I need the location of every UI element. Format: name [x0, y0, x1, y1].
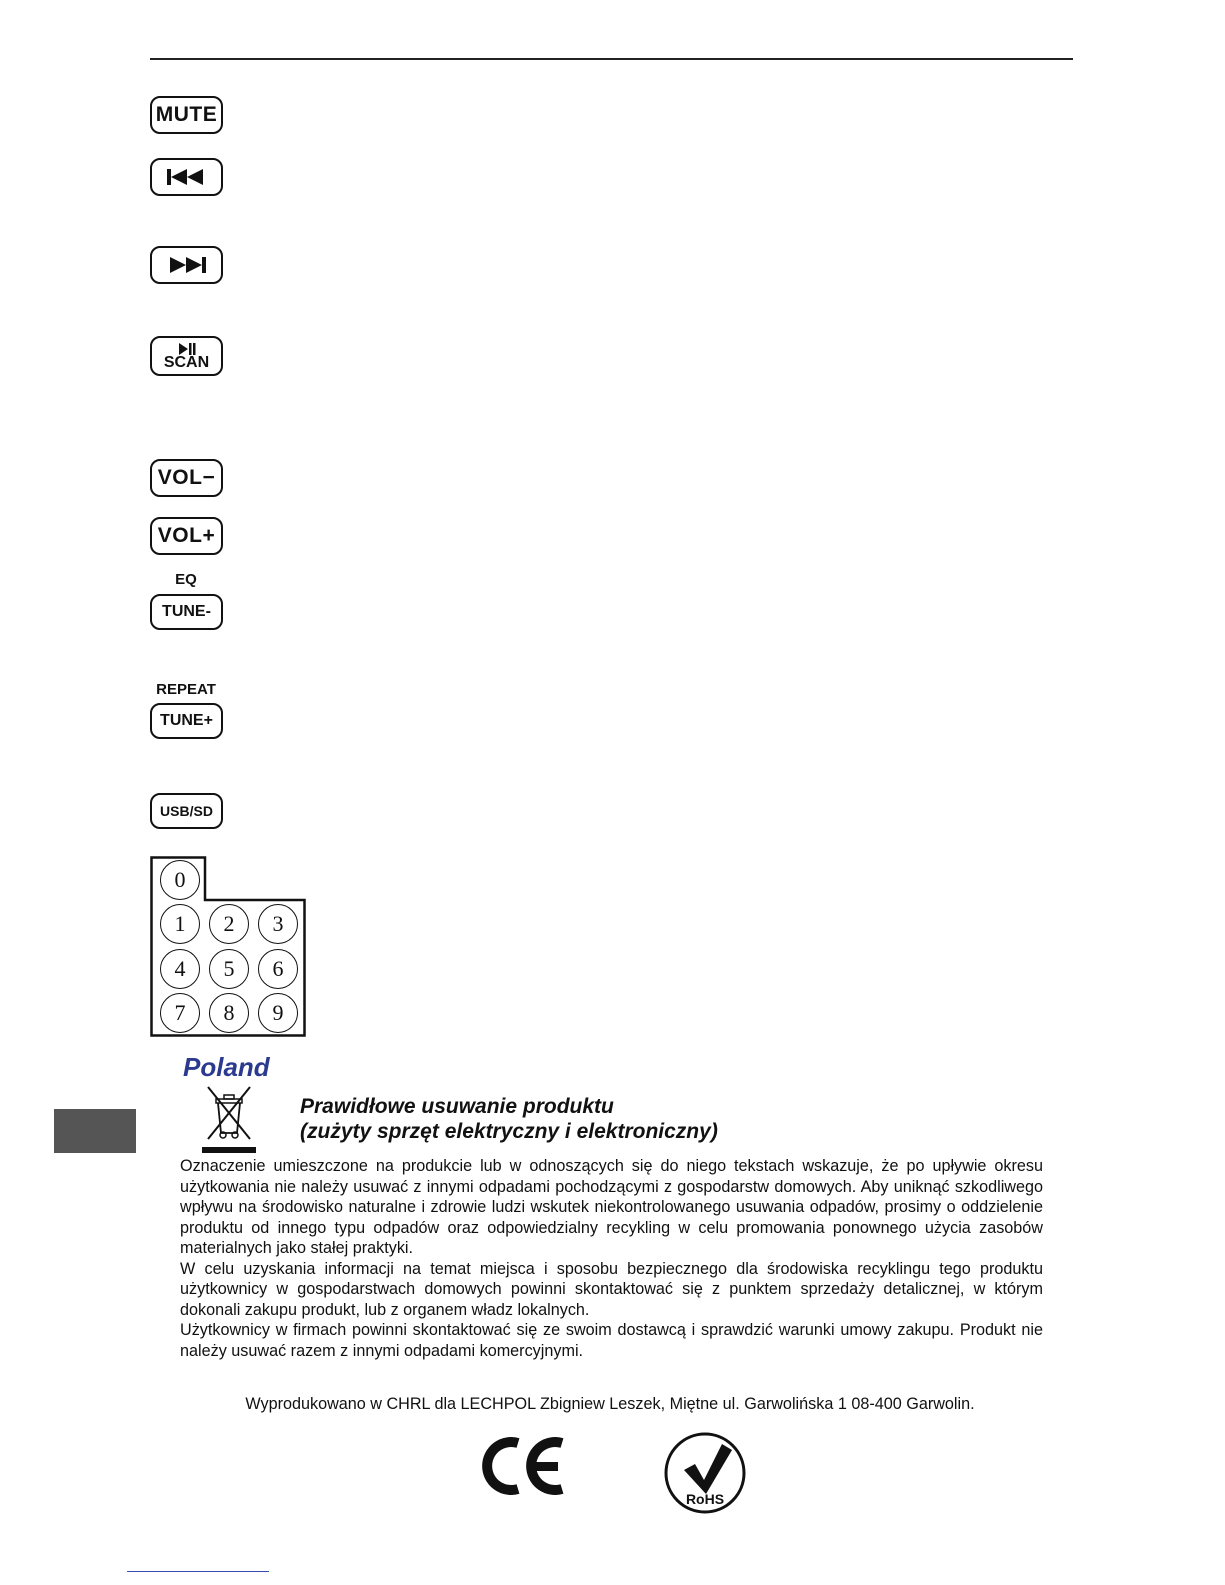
keypad-digit: 7 [174, 1000, 186, 1025]
keypad-key-7 [160, 993, 200, 1033]
numeric-keypad [150, 856, 306, 1037]
mute-key [150, 96, 223, 134]
keypad-digit: 8 [223, 1000, 235, 1025]
skip-next-icon [166, 256, 208, 274]
disposal-paragraph-3: Użytkownicy w firmach powinni skontaktować się ze swoim dostawcą i sprawdzić warunki umowy zakupu. Produkt nie należy usuwać razem z innymi odpadami komercyjnymi. [180, 1321, 1043, 1360]
eq-label: EQ [175, 571, 197, 588]
disposal-title-line2: (zużyty sprzęt elektryczny i elektroniczny) [300, 1120, 718, 1143]
keypad-digit: 9 [272, 1000, 284, 1025]
skip-previous-icon [166, 168, 208, 186]
mute-key-label: MUTE [155, 103, 218, 126]
ce-mark-icon [480, 1437, 566, 1495]
keypad-digit: 6 [272, 956, 284, 981]
skip-previous-key [150, 158, 223, 196]
tune-up-key [150, 703, 223, 739]
manufacturer-line: Wyprodukowano w CHRL dla LECHPOL Zbigniew Leszek, Miętne ul. Garwolińska 1 08-400 Garwolin. [245, 1395, 975, 1413]
keypad-digit: 0 [174, 867, 186, 892]
usb-sd-key [150, 793, 223, 829]
page-side-tab [54, 1109, 136, 1153]
disposal-paragraph-1: Oznaczenie umieszczone na produkcie lub w odnoszących się do niego tekstach wskazuje, że po upływie okresu użytkowania nie należy usuwać z innymi odpadami pochodzącymi z gospodarstw domowych. Aby uniknąć szkodliwego wpływu na środowisko naturalne i zdrowie ludzi wskutek niekontrolowanego usuwania odpadów, prosimy o oddzielenie produktu od innego typu odpadów oraz odpowiedzialny recykling w celu promowania ponownego użycia zasobów materialnych jako stałej praktyki. [180, 1157, 1043, 1257]
keypad-key-4 [160, 949, 200, 989]
disposal-text [180, 1156, 1043, 1361]
keypad-digit: 1 [174, 911, 186, 936]
disposal-paragraph-2: W celu uzyskania informacji na temat miejsca i sposobu bezpiecznego dla środowiska recyklingu tego produktu użytkownicy w gospodarstwach domowych powinni skontaktować się z punktem sprzedaży detalicznej, w którym dokonali zakupu produkt, lub z organem władz lokalnych. [180, 1259, 1043, 1319]
rohs-mark-icon [662, 1430, 748, 1516]
keypad-key-9 [258, 993, 298, 1033]
country-heading: Poland [183, 1052, 270, 1082]
keypad-key-6 [258, 949, 298, 989]
keypad-key-0 [160, 860, 200, 900]
bottom-rule [127, 1571, 269, 1572]
keypad-digit: 3 [272, 911, 284, 936]
volume-up-key [150, 517, 223, 555]
volume-up-label: VOL+ [157, 524, 216, 547]
crossed-bin-icon [198, 1083, 260, 1155]
repeat-label: REPEAT [156, 681, 216, 698]
keypad-key-1 [160, 904, 200, 944]
keypad-key-2 [209, 904, 249, 944]
keypad-digit: 2 [223, 911, 235, 936]
scan-key-label: SCAN [163, 354, 210, 371]
tune-down-label: TUNE- [162, 603, 211, 620]
keypad-key-3 [258, 904, 298, 944]
top-rule [150, 58, 1073, 60]
tune-down-key [150, 594, 223, 630]
keypad-key-5 [209, 949, 249, 989]
usb-sd-label: USB/SD [160, 803, 213, 819]
tune-up-label: TUNE+ [160, 712, 213, 729]
volume-down-label: VOL− [157, 466, 216, 489]
keypad-key-8 [209, 993, 249, 1033]
rohs-label: RoHS [685, 1491, 725, 1507]
keypad-digit: 5 [223, 956, 235, 981]
keypad-digit: 4 [174, 956, 186, 981]
disposal-title-line1: Prawidłowe usuwanie produktu [300, 1095, 614, 1118]
disposal-title [300, 1094, 718, 1144]
play-pause-scan-key [150, 336, 223, 376]
volume-down-key [150, 459, 223, 497]
skip-next-key [150, 246, 223, 284]
